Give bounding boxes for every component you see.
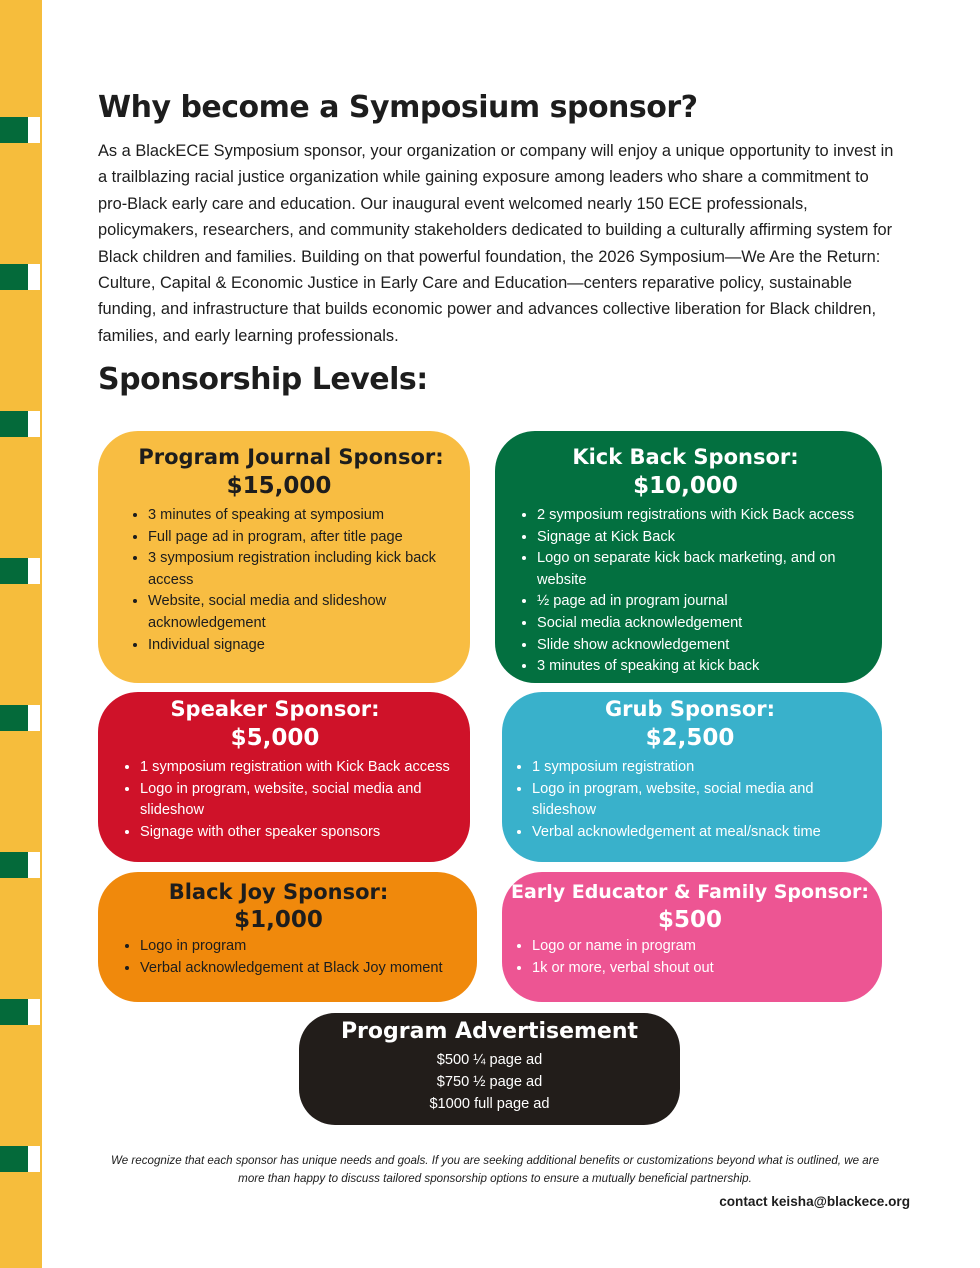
stripe-mark	[0, 999, 40, 1025]
benefit-list	[98, 757, 452, 843]
benefit-list	[106, 505, 452, 656]
advertisement-options	[299, 1049, 680, 1115]
benefit-item: • Website, social media and slideshow acknowledgement	[148, 591, 452, 634]
ad-option: $750 ½ page ad	[436, 1074, 543, 1090]
benefit-item: • ½ page ad in program journal	[537, 591, 876, 613]
benefit-item: • 1 symposium registration with Kick Back access	[140, 757, 452, 779]
sponsor-title: Program Journal Sponsor:	[138, 445, 444, 469]
ad-option: $1000 full page ad	[429, 1096, 550, 1112]
stripe-mark	[0, 117, 40, 143]
benefit-item: • 3 symposium registration including kick back access	[148, 548, 452, 591]
grub-sponsor-card	[502, 692, 882, 862]
speaker-sponsor-card	[98, 692, 470, 862]
sponsor-amount: $1,000	[234, 907, 323, 933]
benefit-item: • Logo or name in program	[532, 936, 878, 958]
stripe-mark	[0, 1146, 40, 1172]
sponsor-amount: $15,000	[226, 473, 332, 499]
program-journal-sponsor-card	[98, 431, 470, 683]
sponsor-title: Speaker Sponsor:	[170, 697, 380, 721]
benefit-item: • 2 symposium registrations with Kick Back access	[537, 505, 876, 527]
benefit-item: • Individual signage	[148, 635, 452, 657]
stripe-mark	[0, 411, 40, 437]
stripe-mark	[0, 852, 40, 878]
benefit-list	[495, 505, 876, 678]
sponsor-amount: $5,000	[230, 725, 320, 751]
benefit-item: • 3 minutes of speaking at kick back	[537, 656, 876, 678]
benefit-item: • Logo in program, website, social media and slideshow	[532, 779, 878, 822]
early-educator-family-sponsor-card	[502, 872, 882, 1002]
left-decorative-stripe	[0, 0, 42, 1268]
benefit-list	[502, 757, 878, 843]
benefit-item: • Full page ad in program, after title page	[148, 527, 452, 549]
program-advertisement-card	[299, 1013, 680, 1125]
sponsor-title: Black Joy Sponsor:	[168, 880, 389, 904]
benefit-item: • Signage at Kick Back	[537, 527, 876, 549]
sponsor-title: Kick Back Sponsor:	[572, 445, 799, 469]
benefit-item: • Social media acknowledgement	[537, 613, 876, 635]
intro-paragraph: As a BlackECE Symposium sponsor, your organization or company will enjoy a unique opportunity to invest in a trailblazing racial justice organization while gaining exposure among leaders who share a commitment to pro-Black early care and education. Our inaugural event welcomed nearly 150 ECE professionals, policymakers, researchers, and community stakeholders dedicated to building a culturally affirming system for Black children and families. Building on that powerful foundation, the 2026 Symposium—We Are the Return: Culture, Capital & Economic Justice in Early Care and Education—centers reparative policy, sustainable funding, and infrastructure that builds economic power and advances collective liberation for Black children, families, and early learning professionals.	[98, 142, 894, 345]
advertisement-title: Program Advertisement	[340, 1019, 639, 1044]
benefit-item: • Logo in program, website, social media and slideshow	[140, 779, 452, 822]
stripe-mark	[0, 705, 40, 731]
benefit-item: • Logo in program	[140, 936, 459, 958]
benefit-item: • Signage with other speaker sponsors	[140, 822, 452, 844]
benefit-list	[98, 936, 459, 979]
sponsorship-levels-heading: Sponsorship Levels:	[98, 362, 428, 397]
sponsor-amount: $10,000	[633, 473, 738, 499]
benefit-item: • 1 symposium registration	[532, 757, 878, 779]
benefit-item: • 1k or more, verbal shout out	[532, 958, 878, 980]
stripe-mark	[0, 558, 40, 584]
why-sponsor-heading: Why become a Symposium sponsor?	[98, 90, 698, 125]
benefit-item: • Verbal acknowledgement at Black Joy moment	[140, 958, 459, 980]
benefit-list	[502, 936, 878, 979]
stripe-mark	[0, 264, 40, 290]
benefit-item: • Logo on separate kick back marketing, and on website	[537, 548, 876, 591]
ad-option: $500 ¼ page ad	[436, 1052, 543, 1068]
benefit-item: • Slide show acknowledgement	[537, 635, 876, 657]
benefit-item: • Verbal acknowledgement at meal/snack time	[532, 822, 878, 844]
sponsor-amount: $2,500	[645, 725, 735, 751]
benefit-item: • 3 minutes of speaking at symposium	[148, 505, 452, 527]
footer-note: We recognize that each sponsor has unique needs and goals. If you are seeking additional benefits or customizations beyond what is outlined, we are more than happy to discuss tailored sponsorship options to ensure a mutually beneficial partnership.	[110, 1154, 880, 1185]
sponsor-title: Early Educator & Family Sponsor:	[511, 881, 869, 903]
sponsor-title: Grub Sponsor:	[604, 697, 776, 721]
black-joy-sponsor-card	[98, 872, 477, 1002]
contact-email: contact keisha@blackece.org	[719, 1194, 910, 1209]
kick-back-sponsor-card	[495, 431, 882, 683]
sponsor-amount: $500	[657, 907, 722, 933]
